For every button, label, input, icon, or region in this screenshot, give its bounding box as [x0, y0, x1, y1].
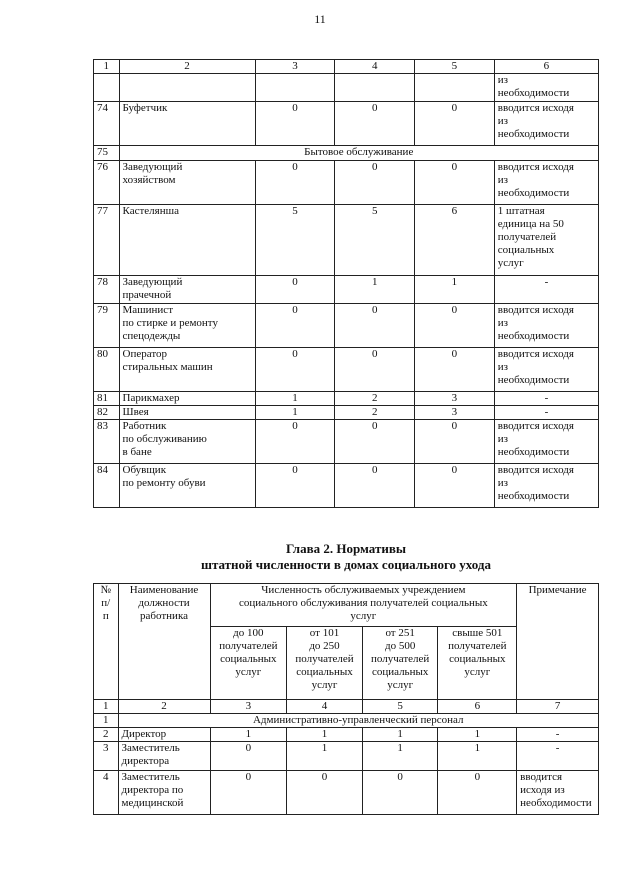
position-name-cell: [119, 74, 255, 102]
value-cell: 0: [255, 102, 335, 146]
note-cell: вводится исходя из необходимости: [494, 420, 598, 464]
row-number-cell: 78: [94, 276, 120, 304]
value-cell: 0: [362, 771, 438, 815]
subcol-header: от 251 до 500 получателей социальных услуг: [362, 627, 438, 700]
row-number-cell: 82: [94, 406, 120, 420]
row-number-cell: 2: [94, 728, 119, 742]
row-number-cell: [94, 74, 120, 102]
value-cell: 0: [210, 771, 287, 815]
value-cell: 0: [415, 304, 495, 348]
note-cell: из необходимости: [494, 74, 598, 102]
column-index-cell: 4: [335, 60, 415, 74]
value-cell: 1: [362, 742, 438, 771]
section-title-cell: Административно-управленческий персонал: [118, 714, 598, 728]
value-cell: 1: [287, 728, 363, 742]
chapter-title: Глава 2. Нормативы: [286, 541, 406, 556]
value-cell: 0: [335, 420, 415, 464]
value-cell: 6: [415, 205, 495, 276]
table-row: [94, 420, 599, 464]
note-cell: вводится исходя из необходимости: [517, 771, 599, 815]
row-number-cell: 84: [94, 464, 120, 508]
column-index-cell: 1: [94, 60, 120, 74]
table-row: [94, 464, 599, 508]
value-cell: 3: [415, 406, 495, 420]
column-index-cell: 7: [517, 700, 599, 714]
value-cell: 1: [438, 742, 517, 771]
value-cell: 0: [335, 102, 415, 146]
value-cell: 0: [415, 348, 495, 392]
row-number-cell: 3: [94, 742, 119, 771]
value-cell: 0: [210, 742, 287, 771]
table-row: [94, 771, 599, 815]
value-cell: 1: [362, 728, 438, 742]
value-cell: 0: [335, 348, 415, 392]
value-cell: 1: [438, 728, 517, 742]
note-cell: вводится исходя из необходимости: [494, 102, 598, 146]
table-row: [94, 304, 599, 348]
value-cell: 0: [415, 420, 495, 464]
subcol-header: до 100 получателей социальных услуг: [210, 627, 287, 700]
value-cell: [415, 74, 495, 102]
table-header-row: [94, 584, 599, 627]
value-cell: 1: [210, 728, 287, 742]
value-cell: 0: [335, 161, 415, 205]
value-cell: 1: [415, 276, 495, 304]
col-number-header: № п/ п: [94, 584, 119, 700]
subcol-header: от 101 до 250 получателей социальных услуг: [287, 627, 363, 700]
table-row: [94, 102, 599, 146]
column-index-cell: 3: [210, 700, 287, 714]
column-index-cell: 5: [415, 60, 495, 74]
note-cell: -: [494, 392, 598, 406]
value-cell: 0: [335, 304, 415, 348]
column-index-cell: 6: [438, 700, 517, 714]
column-index-cell: 4: [287, 700, 363, 714]
subcol-header: свыше 501 получателей социальных услуг: [438, 627, 517, 700]
row-number-cell: 4: [94, 771, 119, 815]
row-number-cell: 1: [94, 714, 119, 728]
row-number-cell: 80: [94, 348, 120, 392]
column-index-cell: 5: [362, 700, 438, 714]
value-cell: 0: [415, 161, 495, 205]
value-cell: [335, 74, 415, 102]
table-row: [94, 406, 599, 420]
position-name-cell: Заместитель директора: [118, 742, 210, 771]
position-name-cell: Заместитель директора по медицинской: [118, 771, 210, 815]
table-row: [94, 74, 599, 102]
value-cell: 2: [335, 406, 415, 420]
value-cell: 1: [255, 392, 335, 406]
table-row: [94, 205, 599, 276]
value-cell: 0: [255, 348, 335, 392]
table-row: [94, 392, 599, 406]
note-cell: -: [494, 276, 598, 304]
value-cell: 1: [255, 406, 335, 420]
position-name-cell: Директор: [118, 728, 210, 742]
value-cell: [255, 74, 335, 102]
note-cell: вводится исходя из необходимости: [494, 348, 598, 392]
value-cell: 0: [415, 464, 495, 508]
note-cell: 1 штатная единица на 50 получателей социальных услуг: [494, 205, 598, 276]
row-number-cell: 76: [94, 161, 120, 205]
section-row: [94, 714, 599, 728]
position-name-cell: Кастелянша: [119, 205, 255, 276]
value-cell: 0: [415, 102, 495, 146]
value-cell: 0: [255, 276, 335, 304]
position-name-cell: Заведующий хозяйством: [119, 161, 255, 205]
note-cell: вводится исходя из необходимости: [494, 304, 598, 348]
position-name-cell: Заведующий прачечной: [119, 276, 255, 304]
table-row: [94, 742, 599, 771]
value-cell: 0: [255, 464, 335, 508]
note-cell: вводится исходя из необходимости: [494, 464, 598, 508]
table-row: [94, 276, 599, 304]
value-cell: 5: [335, 205, 415, 276]
table-row: [94, 728, 599, 742]
table-row: [94, 161, 599, 205]
row-number-cell: 75: [94, 146, 120, 161]
note-cell: -: [494, 406, 598, 420]
column-index-cell: 6: [494, 60, 598, 74]
table-row: [94, 348, 599, 392]
table-row: [94, 146, 599, 161]
page-number: 11: [314, 12, 326, 26]
note-cell: вводится исходя из необходимости: [494, 161, 598, 205]
value-cell: 5: [255, 205, 335, 276]
value-cell: 0: [335, 464, 415, 508]
value-cell: 0: [255, 420, 335, 464]
column-index-cell: 3: [255, 60, 335, 74]
value-cell: 0: [287, 771, 363, 815]
column-index-row: [94, 700, 599, 714]
value-cell: 3: [415, 392, 495, 406]
table-header-row: [94, 60, 599, 74]
staff-table-part2: [93, 583, 599, 815]
col-note-header: Примечание: [517, 584, 599, 700]
position-name-cell: Буфетчик: [119, 102, 255, 146]
value-cell: 1: [287, 742, 363, 771]
row-number-cell: 83: [94, 420, 120, 464]
row-number-cell: 79: [94, 304, 120, 348]
note-cell: -: [517, 742, 599, 771]
position-name-cell: Швея: [119, 406, 255, 420]
value-cell: 0: [255, 161, 335, 205]
staff-table-part1: [93, 59, 599, 508]
position-name-cell: Парикмахер: [119, 392, 255, 406]
column-index-cell: 2: [119, 60, 255, 74]
value-cell: 0: [255, 304, 335, 348]
note-cell: -: [517, 728, 599, 742]
row-number-cell: 74: [94, 102, 120, 146]
value-cell: 0: [438, 771, 517, 815]
column-index-cell: 2: [118, 700, 210, 714]
position-name-cell: Оператор стиральных машин: [119, 348, 255, 392]
position-name-cell: Работник по обслуживанию в бане: [119, 420, 255, 464]
col-group-header: Численность обслуживаемых учреждением социального обслуживания получателей социальных услуг: [210, 584, 517, 627]
col-position-header: Наименование должности работника: [118, 584, 210, 700]
row-number-cell: 81: [94, 392, 120, 406]
value-cell: 2: [335, 392, 415, 406]
position-name-cell: Машинист по стирке и ремонту спецодежды: [119, 304, 255, 348]
section-title-cell: Бытовое обслуживание: [119, 146, 598, 161]
position-name-cell: Обувщик по ремонту обуви: [119, 464, 255, 508]
chapter-subtitle: штатной численности в домах социального ухода: [200, 557, 491, 572]
value-cell: 1: [335, 276, 415, 304]
column-index-cell: 1: [94, 700, 119, 714]
row-number-cell: 77: [94, 205, 120, 276]
